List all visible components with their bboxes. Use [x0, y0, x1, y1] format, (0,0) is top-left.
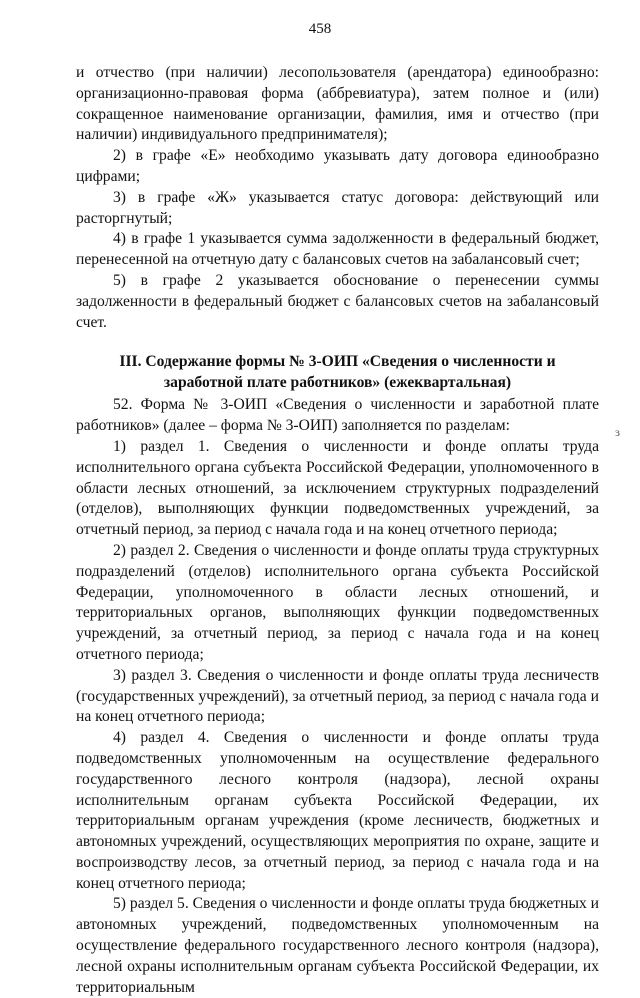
paragraph-item-2: 2) в графе «Е» необходимо указывать дату договора единообразно цифрами;	[76, 147, 599, 185]
list-item-section-3: 3) раздел 3. Сведения о численности и фонде оплаты труда лесничеств (государственных учреждений), за отчетный период, за период с начала года и на конец отчетного периода;	[76, 666, 599, 726]
page-number: 458	[308, 21, 332, 37]
paragraph-continuation: и отчество (при наличии) лесопользователя (арендатора) единообразно: организационно-правовая форма (аббревиатура), затем полное и (или) сокращенное наименование организации, фамилия, имя и отчество (при наличии) индивидуального предпринимателя);	[76, 64, 599, 144]
list-item-section-5: 5) раздел 5. Сведения о численности и фонде оплаты труда бюджетных и автономных учреждений, подведомственных уполномоченным на осуществление федерального государственного лесного контроля (надзора), лесной охраны исполнительным органам субъекта Российской Федерации, их территориальным	[76, 895, 599, 996]
margin-mark: ɜ	[615, 425, 621, 439]
list-item-section-1: 1) раздел 1. Сведения о численности и фонде оплаты труда исполнительного органа субъекта Российской Федерации, уполномоченного в области лесных отношений, за исключением структурных подразделений (отделов), выполняющих функции подведомственных учреждений, за отчетный период, за период с начала года и на конец отчетного периода;	[76, 437, 599, 539]
list-item-section-2: 2) раздел 2. Сведения о численности и фонде оплаты труда структурных подразделений (отделов) исполнительного органа субъекта Российской Федерации, уполномоченного в области лесных отношений, и территориальных органов, выполняющих функции подведомственных учреждений, за отчетный период, за период с начала года и на конец отчетного периода;	[76, 541, 599, 663]
document-body	[76, 63, 599, 998]
section-heading: III. Содержание формы № 3-ОИП «Сведения о численности и заработной плате работников» (ежеквартальная)	[119, 353, 556, 392]
paragraph-item-5: 5) в графе 2 указывается обоснование о перенесении суммы задолженности в федеральный бюджет с балансовых счетов на забалансовый счет.	[76, 271, 599, 331]
paragraph-52: 52. Форма № 3-ОИП «Сведения о численности и заработной плате работников» (далее – форма № 3-ОИП) заполняется по разделам:	[76, 396, 599, 435]
list-item-section-4: 4) раздел 4. Сведения о численности и фонде оплаты труда подведомственных уполномоченным на осуществление федерального государственного лесного контроля (надзора), лесной охраны исполнительным органам субъекта Российской Федерации, их территориальным органам учреждения (кроме лесничеств, бюджетных и автономных учреждений, осуществляющих мероприятия по охране, защите и воспроизводству лесов, за отчетный период, за период с начала года и на конец отчетного периода;	[76, 729, 599, 892]
paragraph-item-4: 4) в графе 1 указывается сумма задолженности в федеральный бюджет, перенесенной на отчетную дату с балансовых счетов на забалансовый счет;	[76, 230, 599, 269]
paragraph-item-3: 3) в графе «Ж» указывается статус договора: действующий или расторгнутый;	[76, 188, 599, 227]
